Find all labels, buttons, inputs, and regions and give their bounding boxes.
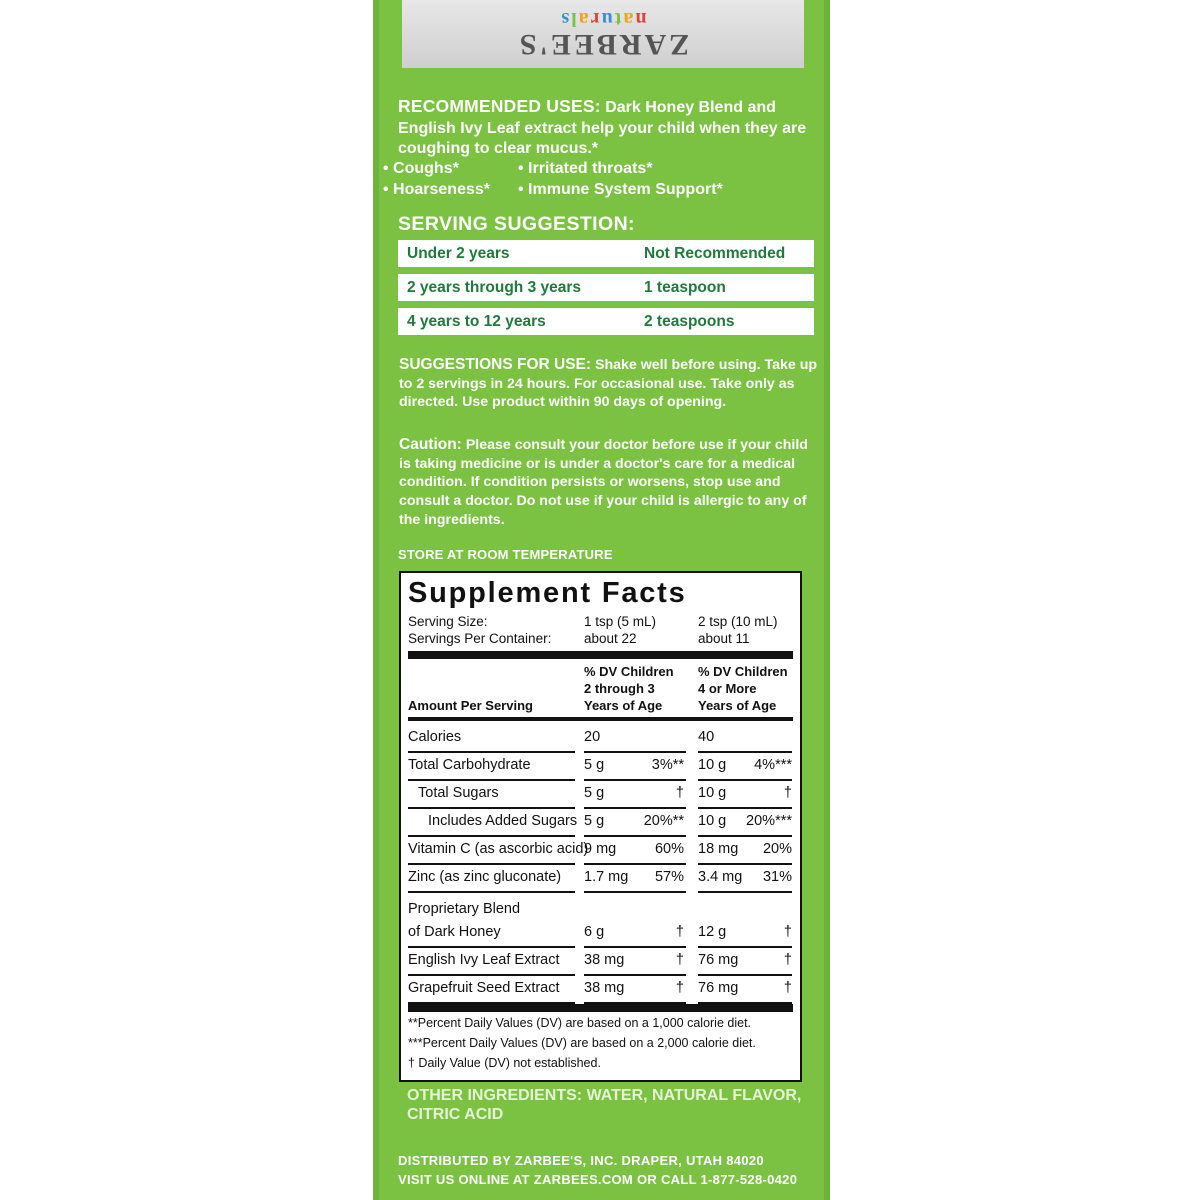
supplement-facts-panel [399,571,802,1082]
col2-dv: 20%*** [746,813,792,829]
col1-dv: 57% [654,869,684,885]
logo-brand-text: ZARBEE'S [516,28,690,61]
serving-table [398,240,814,342]
servings-per-container-label: Servings Per Container: [408,631,552,646]
col2-amount: 76 mg [698,980,739,996]
col1-dv: † [675,952,684,968]
row-divider [584,891,686,893]
row-divider [408,946,575,948]
suggestions-for-use [399,356,819,412]
col1-dv: † [675,924,684,940]
row-divider [698,835,792,837]
serving-age: 4 years to 12 years [407,312,546,330]
serving-size-label: Serving Size: [408,614,488,629]
logo-letter: a [621,8,634,30]
serving-amount: Not Recommended [644,244,786,262]
col2-dv: † [783,785,792,801]
medium-divider [408,717,793,721]
col2-serving-size: 2 tsp (10 mL) [698,614,778,629]
thick-divider [408,651,793,659]
col1-servings: about 22 [584,631,637,646]
col1-amount: 9 mg [584,841,617,857]
row-divider [584,946,686,948]
col1-amount: 38 mg [584,980,625,996]
distributed-by: DISTRIBUTED BY ZARBEE'S, INC. DRAPER, UTAH 84020 [398,1153,764,1168]
col1-amount: 5 g [584,785,605,801]
nutrient-name: Grapefruit Seed Extract [408,980,560,996]
col2-dv: † [783,952,792,968]
row-divider [584,863,686,865]
row-divider [698,779,792,781]
row-divider [698,946,792,948]
row-divider [408,807,575,809]
nutrient-name: Total Carbohydrate [408,757,531,773]
col1-dv: 3%** [651,757,684,773]
thick-divider [408,1004,793,1012]
caution-heading: Caution: [399,436,462,453]
logo-letter: r [588,8,600,30]
serving-amount: 2 teaspoons [644,312,735,330]
col2-dv: † [783,980,792,996]
serving-row [398,308,814,335]
nutrient-name: Calories [408,729,462,745]
col2-dv-header [698,663,788,714]
row-divider [408,779,575,781]
recommended-uses-text: Dark Honey Blend and English Ivy Leaf extract help your child when they are coughing to clear mucus.* [398,99,807,157]
col1-amount: 20 [584,729,601,745]
col1-serving-size: 1 tsp (5 mL) [584,614,657,629]
nutrient-name: Vitamin C (as ascorbic acid) [408,841,589,857]
row-divider [408,835,575,837]
bullet-row [383,159,813,180]
recommended-uses-heading: RECOMMENDED USES: [398,96,601,116]
col2-amount: 76 mg [698,952,739,968]
visit-us: VISIT US ONLINE AT ZARBEES.COM OR CALL 1-877-528-0420 [398,1172,798,1187]
supplement-facts-title: Supplement Facts [408,577,687,609]
logo-letter: a [576,8,589,30]
col2-header-line: % DV Children [698,664,788,679]
distributor-info [398,1151,797,1189]
bullet-immune-support: • Immune System Support* [518,180,723,198]
nutrient-name: Total Sugars [418,785,499,801]
col2-dv: 4%*** [754,757,792,773]
logo-letter: n [633,8,647,30]
col1-dv: 20%** [643,813,684,829]
col1-amount: 5 g [584,813,605,829]
col2-servings: about 11 [698,631,750,646]
col1-header-line: 2 through 3 [584,681,655,696]
col1-amount: 38 mg [584,952,625,968]
row-divider [584,751,686,753]
row-divider [698,751,792,753]
col2-dv: 31% [762,869,792,885]
bullet-row [383,180,813,201]
col1-header-line: % DV Children [584,664,674,679]
storage-note: STORE AT ROOM TEMPERATURE [398,547,613,562]
suggestions-text: Shake well before using. Take up to 2 servings in 24 hours. For occasional use. Take only as directed. Use product within 90 days of opening. [399,357,818,411]
col2-amount: 40 [698,729,715,745]
col1-dv-header [584,663,674,714]
bullet-irritated-throats: • Irritated throats* [518,160,653,177]
nutrient-name: Includes Added Sugars [428,813,578,829]
col1-amount: 5 g [584,757,605,773]
col1-amount: 6 g [584,924,605,940]
row-divider [698,891,792,893]
col2-header-line: 4 or More [698,681,757,696]
col2-amount: 10 g [698,757,727,773]
row-divider [408,891,575,893]
col2-amount: 10 g [698,813,727,829]
suggestions-heading: SUGGESTIONS FOR USE: [399,356,592,373]
serving-age: 2 years through 3 years [407,278,582,296]
col2-dv: 20% [762,841,792,857]
brand-logo [402,0,804,68]
col2-header-line: Years of Age [698,698,777,713]
row-divider [698,863,792,865]
logo-letter: t [612,8,622,30]
row-divider [408,974,575,976]
col1-dv: † [675,785,684,801]
serving-age: Under 2 years [407,244,510,262]
row-divider [698,974,792,976]
col1-dv: † [675,980,684,996]
proprietary-blend-label: Proprietary Blend [408,901,521,917]
footnote-2000: ***Percent Daily Values (DV) are based on a 2,000 calorie diet. [408,1036,756,1050]
panel-right-edge [824,0,830,1200]
serving-row [398,274,814,301]
serving-row [398,240,814,267]
row-divider [408,751,575,753]
logo-letter: l [569,8,577,30]
uses-bullet-list [383,159,813,200]
row-divider [698,807,792,809]
serving-amount: 1 teaspoon [644,278,726,296]
caution-text: Please consult your doctor before use if your child is taking medicine or is under a doctor's care for a medical condition. If condition persists or worsens, stop use and consult a doctor. Do not use if your child is allergic to any of the ingredients. [399,437,808,528]
recommended-uses [398,96,812,160]
footnotes [408,1013,793,1073]
bullet-hoarseness: • Hoarseness* [383,180,490,198]
serving-suggestion-heading: SERVING SUGGESTION: [398,213,635,235]
footnote-1000: **Percent Daily Values (DV) are based on a 1,000 calorie diet. [408,1016,752,1030]
col1-header-line: Years of Age [584,698,663,713]
logo-letter: s [559,8,570,30]
panel-left-edge [373,0,379,1200]
footnote-dv: † Daily Value (DV) not established. [408,1056,601,1070]
logo-naturals-text [559,9,646,29]
other-ingredients: OTHER INGREDIENTS: WATER, NATURAL FLAVOR, CITRIC ACID [407,1087,802,1123]
nutrient-name: English Ivy Leaf Extract [408,952,560,968]
col2-amount: 3.4 mg [698,869,743,885]
nutrient-name: of Dark Honey [408,924,501,940]
row-divider [408,863,575,865]
col1-dv: 60% [654,841,684,857]
amount-per-serving-label: Amount Per Serving [408,698,533,713]
row-divider [584,807,686,809]
caution-paragraph [399,436,819,530]
col2-amount: 10 g [698,785,727,801]
col2-amount: 12 g [698,924,727,940]
logo-letter: u [599,8,613,30]
bullet-coughs: • Coughs* [383,160,459,177]
row-divider [584,779,686,781]
col1-amount: 1.7 mg [584,869,629,885]
nutrient-name: Zinc (as zinc gluconate) [408,869,562,885]
col2-amount: 18 mg [698,841,739,857]
row-divider [584,835,686,837]
row-divider [584,974,686,976]
col2-dv: † [783,924,792,940]
